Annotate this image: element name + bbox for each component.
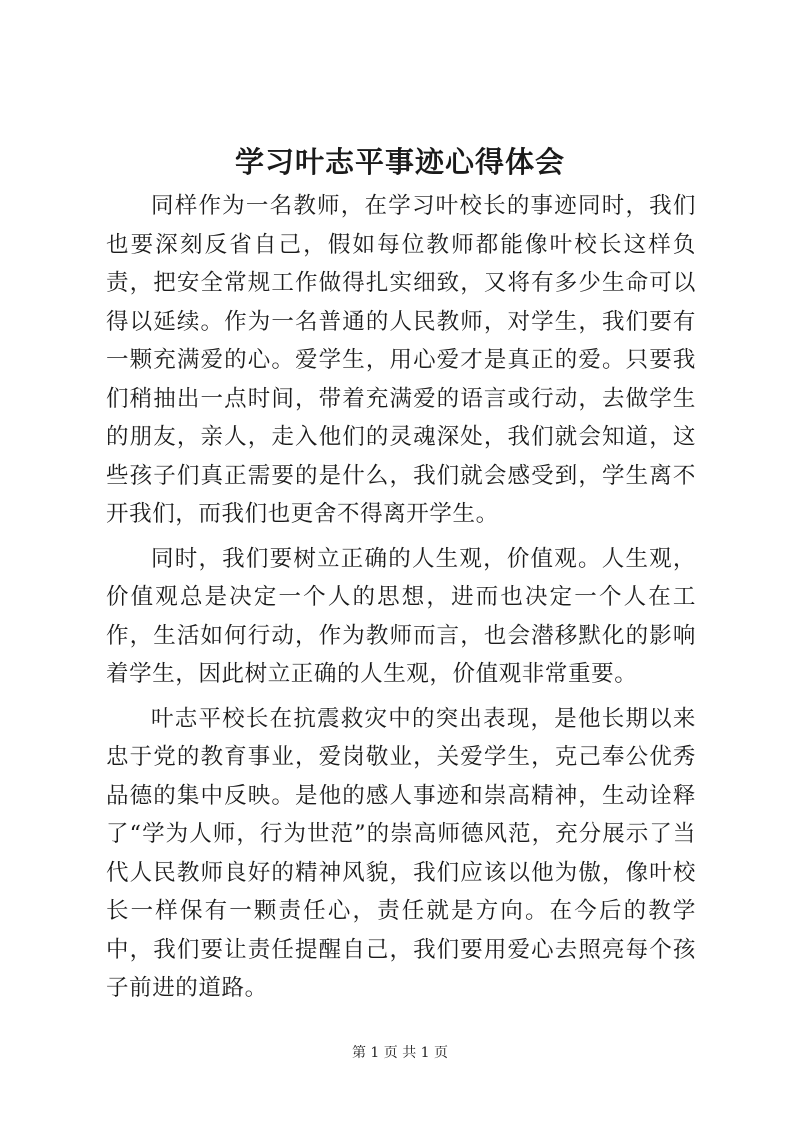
- document-title: 学习叶志平事迹心得体会: [234, 145, 565, 179]
- page-number-footer: 第 1 页 共 1 页: [351, 1045, 449, 1061]
- document-body: [106, 187, 696, 1008]
- paragraph-3: 叶志平校长在抗震救灾中的突出表现，是他长期以来忠于党的教育事业，爱岗敬业，关爱学生，克己奉公优秀品德的集中反映。是他的感人事迹和崇高精神，生动诠释了“学为人师，行为世范”的崇高师德风范，充分展示了当代人民教师良好的精神风貌，我们应该以他为傲，像叶校长一样保有一颗责任心，责任就是方向。在今后的教学中，我们要让责任提醒自己，我们要用爱心去照亮每个孩子前进的道路。: [106, 705, 696, 1001]
- paragraph-2: 同时，我们要树立正确的人生观，价值观。人生观，价值观总是决定一个人的思想，进而也决定一个人在工作，生活如何行动，作为教师而言，也会潜移默化的影响着学生，因此树立正确的人生观，价值观非常重要。: [106, 545, 696, 687]
- paragraph-1: 同样作为一名教师，在学习叶校长的事迹同时，我们也要深刻反省自己，假如每位教师都能像叶校长这样负责，把安全常规工作做得扎实细致，又将有多少生命可以得以延续。作为一名普通的人民教师，对学生，我们要有一颗充满爱的心。爱学生，用心爱才是真正的爱。只要我们稍抽出一点时间，带着充满爱的语言或行动，去做学生的朋友，亲人，走入他们的灵魂深处，我们就会知道，这些孩子们真正需要的是什么，我们就会感受到，学生离不开我们，而我们也更舍不得离开学生。: [106, 193, 696, 527]
